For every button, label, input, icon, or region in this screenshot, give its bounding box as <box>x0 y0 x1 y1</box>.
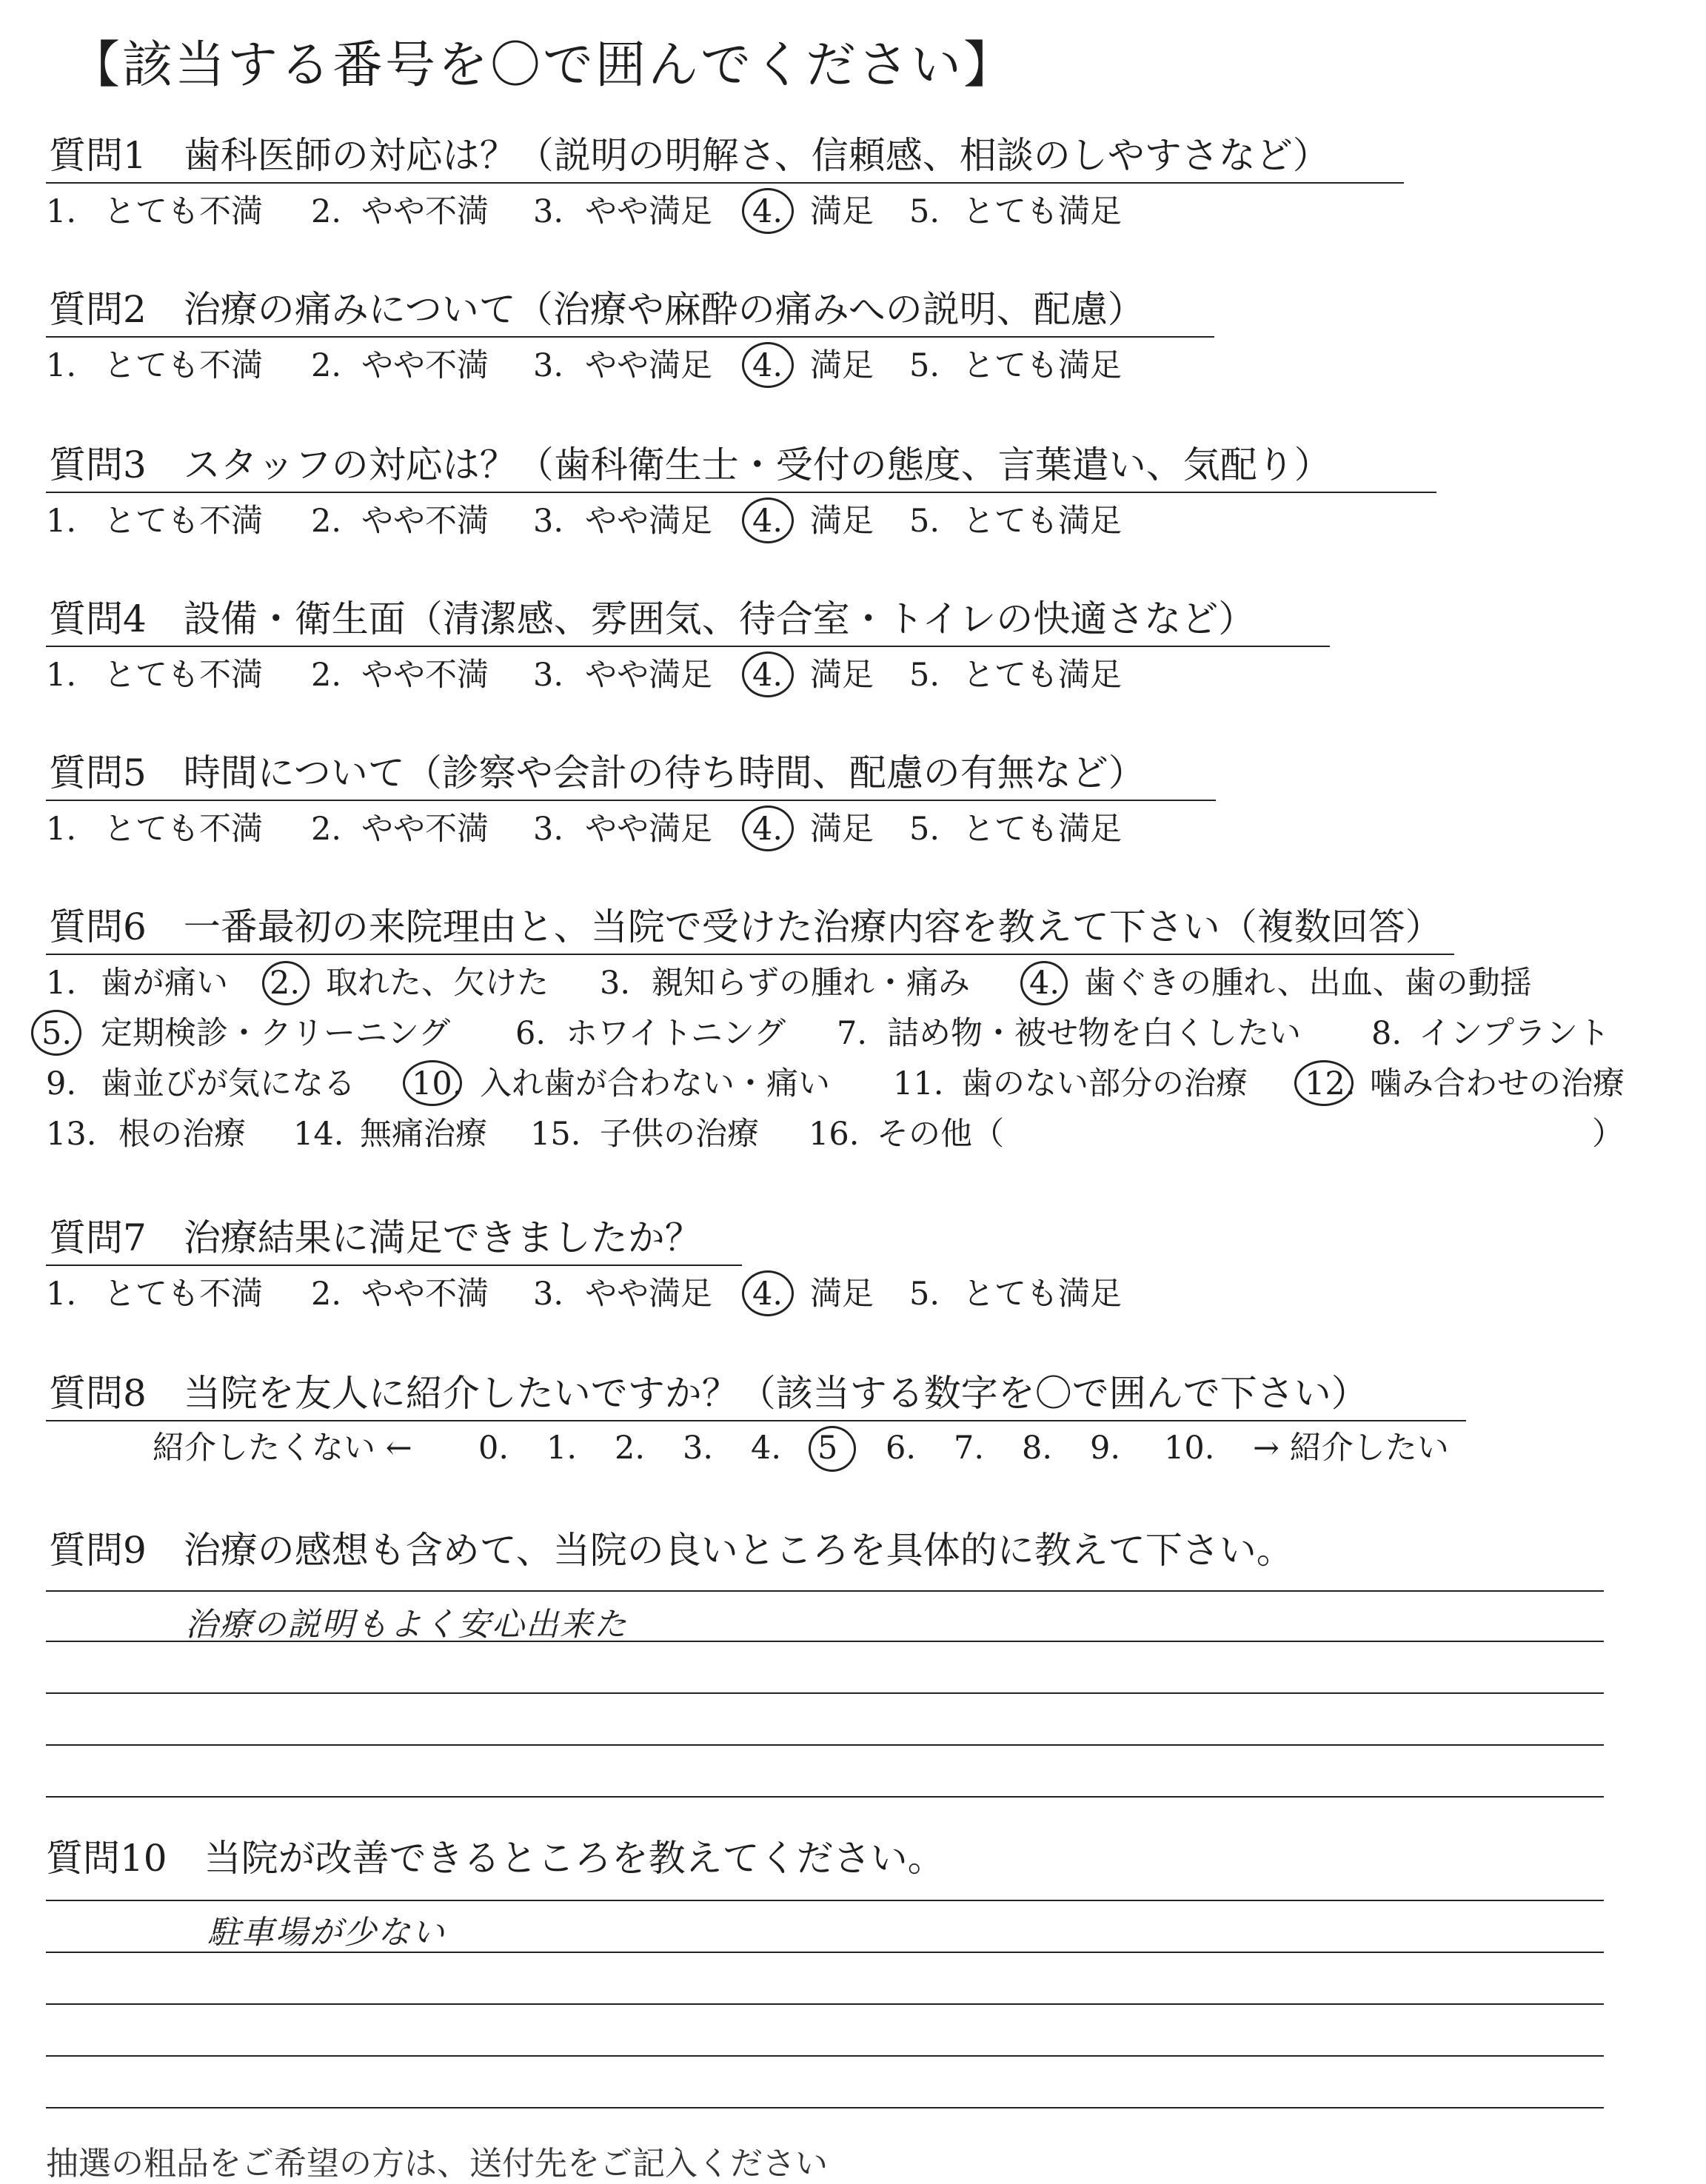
q8-scale-3: 3. <box>683 1430 714 1467</box>
q3-option-3-label: やや満足 <box>585 503 712 540</box>
q4-option-1-num: 1. <box>46 657 77 694</box>
q1-selected-circle <box>742 188 794 234</box>
q4-option-3-num: 3. <box>533 657 564 694</box>
footer-note: 抽選の粗品をご希望の方は、送付先をご記入ください <box>46 2145 828 2183</box>
q5-selected-circle <box>742 805 794 851</box>
q8-scale-1: 1. <box>546 1430 578 1467</box>
q7-option-2-label: やや不満 <box>361 1276 489 1313</box>
q5-option-2-label: やや不満 <box>361 811 489 848</box>
q10-rule-1 <box>46 1900 1604 1901</box>
q6-opt-7-label: 詰め物・被せ物を白くしたい <box>887 1015 1301 1052</box>
q1-option-3-num: 3. <box>533 193 564 230</box>
q6-opt-8-num: 8. <box>1371 1015 1402 1052</box>
q3-option-1-num: 1. <box>46 503 77 540</box>
q6-opt-12-num: 12. <box>1305 1065 1356 1102</box>
q8-scale-0: 0. <box>478 1430 509 1467</box>
q7-option-5-label: とても満足 <box>963 1276 1122 1313</box>
q6-circle-10 <box>403 1060 462 1106</box>
q6-circle-5 <box>31 1010 81 1056</box>
q7-option-4-label: 満足 <box>810 1276 874 1313</box>
q5-title: 質問5 時間について（診察や会計の待ち時間、配慮の有無など） <box>49 751 1145 794</box>
q1-option-4-num: 4. <box>752 193 783 230</box>
q9-rule-2 <box>46 1641 1604 1642</box>
q1-option-5-num: 5. <box>909 193 940 230</box>
q3-option-3-num: 3. <box>533 503 564 540</box>
q6-opt-9-num: 9. <box>46 1065 77 1102</box>
q10-handwritten-answer: 駐車場が少ない <box>207 1914 446 1952</box>
q3-option-4-label: 満足 <box>810 503 874 540</box>
q8-scale-9: 9. <box>1090 1430 1121 1467</box>
q2-option-2-label: やや不満 <box>361 347 489 384</box>
q4-option-2-label: やや不満 <box>361 657 489 694</box>
q2-option-5-label: とても満足 <box>963 347 1122 384</box>
q3-underline <box>46 492 1436 493</box>
q7-underline <box>46 1264 742 1266</box>
q5-option-2-num: 2. <box>311 811 342 848</box>
q6-circle-4 <box>1020 961 1068 1005</box>
q6-opt-3-num: 3. <box>600 965 631 1002</box>
q2-underline <box>46 336 1214 338</box>
q6-opt-5-label: 定期検診・クリーニング <box>101 1015 451 1052</box>
q7-option-3-label: やや満足 <box>585 1276 712 1313</box>
q10-rule-5 <box>46 2107 1604 2108</box>
q5-option-4-num: 4. <box>752 811 783 848</box>
q6-opt-11-num: 11. <box>893 1065 944 1102</box>
q3-selected-circle <box>742 498 794 543</box>
q6-opt-14-label: 無痛治療 <box>360 1116 487 1153</box>
q8-scale-7: 7. <box>954 1430 985 1467</box>
q10-rule-4 <box>46 2055 1604 2057</box>
q2-title: 質問2 治療の痛みについて（治療や麻酔の痛みへの説明、配慮） <box>49 288 1145 331</box>
q7-selected-circle <box>742 1270 794 1316</box>
q5-option-4-label: 満足 <box>810 811 874 848</box>
q6-opt-11-label: 歯のない部分の治療 <box>961 1065 1248 1102</box>
q4-option-4-num: 4. <box>752 657 783 694</box>
q1-underline <box>46 182 1404 184</box>
q8-left-label: 紹介したくない ← <box>153 1430 412 1467</box>
q6-opt-10-num: 10. <box>412 1065 463 1102</box>
q5-underline <box>46 800 1216 801</box>
q7-option-1-label: とても不満 <box>104 1276 263 1313</box>
q4-selected-circle <box>742 651 794 697</box>
q1-option-2-label: やや不満 <box>361 193 489 230</box>
q6-opt-16-label: その他（ <box>877 1116 1004 1153</box>
q9-handwritten-answer: 治療の説明もよく安心出来た <box>185 1606 628 1644</box>
q2-option-4-label: 満足 <box>810 347 874 384</box>
q5-option-5-label: とても満足 <box>963 811 1122 848</box>
q2-option-2-num: 2. <box>311 347 342 384</box>
q4-title: 質問4 設備・衛生面（清潔感、雰囲気、待合室・トイレの快適さなど） <box>49 597 1256 640</box>
q4-option-3-label: やや満足 <box>585 657 712 694</box>
q6-opt-2-label: 取れた、欠けた <box>326 965 549 1002</box>
q8-circle-5 <box>809 1426 856 1472</box>
page-title: 【該当する番号を〇で囲んでください】 <box>70 36 1017 95</box>
q3-option-2-label: やや不満 <box>361 503 489 540</box>
q4-option-1-label: とても不満 <box>104 657 263 694</box>
q5-option-1-label: とても不満 <box>104 811 263 848</box>
q4-option-5-num: 5. <box>909 657 940 694</box>
q6-opt-4-num: 4. <box>1029 965 1060 1002</box>
q6-opt-10-label: 入れ歯が合わない・痛い <box>480 1065 830 1102</box>
q8-scale-6: 6. <box>886 1430 917 1467</box>
q7-option-2-num: 2. <box>311 1276 342 1313</box>
q1-title: 質問1 歯科医師の対応は？（説明の明解さ、信頼感、相談のしやすさなど） <box>49 134 1330 177</box>
q6-opt-3-label: 親知らずの腫れ・痛み <box>652 965 970 1002</box>
q9-rule-3 <box>46 1692 1604 1694</box>
q6-opt-7-num: 7. <box>837 1015 868 1052</box>
q6-opt-2-num: 2. <box>270 965 301 1002</box>
q6-opt-13-num: 13. <box>46 1116 97 1153</box>
q7-option-5-num: 5. <box>909 1276 940 1313</box>
q8-underline <box>46 1420 1466 1421</box>
q4-option-2-num: 2. <box>311 657 342 694</box>
q6-opt-15-num: 15. <box>530 1116 581 1153</box>
q4-option-4-label: 満足 <box>810 657 874 694</box>
q4-underline <box>46 646 1330 647</box>
q6-opt-5-num: 5. <box>41 1015 73 1052</box>
q3-title: 質問3 スタッフの対応は？（歯科衛生士・受付の態度、言葉遣い、気配り） <box>49 443 1331 486</box>
q2-option-1-num: 1. <box>46 347 77 384</box>
q6-opt-15-label: 子供の治療 <box>600 1116 759 1153</box>
q9-title: 質問9 治療の感想も含めて、当院の良いところを具体的に教えて下さい。 <box>49 1529 1294 1572</box>
q6-opt-1-num: 1. <box>46 965 77 1002</box>
q6-opt-1-label: 歯が痛い <box>101 965 228 1002</box>
q6-circle-2 <box>262 961 310 1005</box>
q3-option-5-num: 5. <box>909 503 940 540</box>
q2-option-3-num: 3. <box>533 347 564 384</box>
q3-option-1-label: とても不満 <box>104 503 263 540</box>
q10-rule-2 <box>46 1952 1604 1953</box>
q7-option-3-num: 3. <box>533 1276 564 1313</box>
q5-option-3-num: 3. <box>533 811 564 848</box>
q6-opt-16-num: 16. <box>809 1116 860 1153</box>
q6-opt-6-num: 6. <box>515 1015 546 1052</box>
q1-option-3-label: やや満足 <box>585 193 712 230</box>
q2-selected-circle <box>742 342 794 388</box>
q1-option-4-label: 満足 <box>810 193 874 230</box>
q8-scale-2: 2. <box>615 1430 646 1467</box>
q4-option-5-label: とても満足 <box>963 657 1122 694</box>
q5-option-5-num: 5. <box>909 811 940 848</box>
q3-option-5-label: とても満足 <box>963 503 1122 540</box>
q10-title: 質問10 当院が改善できるところを教えてください。 <box>46 1837 945 1880</box>
q6-underline <box>46 954 1454 955</box>
q8-scale-4: 4. <box>751 1430 782 1467</box>
q1-option-1-num: 1. <box>46 193 77 230</box>
q8-title: 質問8 当院を友人に紹介したいですか？（該当する数字を〇で囲んで下さい） <box>49 1372 1368 1415</box>
q6-opt-4-label: 歯ぐきの腫れ、出血、歯の動揺 <box>1084 965 1532 1002</box>
q3-option-2-num: 2. <box>311 503 342 540</box>
q5-option-1-num: 1. <box>46 811 77 848</box>
q7-option-4-num: 4. <box>752 1276 783 1313</box>
q2-option-3-label: やや満足 <box>585 347 712 384</box>
q6-circle-12 <box>1294 1060 1354 1106</box>
q1-option-2-num: 2. <box>311 193 342 230</box>
q10-rule-3 <box>46 2003 1604 2005</box>
q2-option-4-num: 4. <box>752 347 783 384</box>
q1-option-1-label: とても不満 <box>104 193 263 230</box>
q8-scale-8: 8. <box>1022 1430 1053 1467</box>
q2-option-5-num: 5. <box>909 347 940 384</box>
q8-scale-10: 10. <box>1164 1430 1215 1467</box>
q3-option-4-num: 4. <box>752 503 783 540</box>
q7-title: 質問7 治療結果に満足できましたか？ <box>49 1216 702 1259</box>
q9-rule-1 <box>46 1590 1604 1592</box>
q8-scale-5: 5 <box>817 1430 838 1467</box>
q6-opt-9-label: 歯並びが気になる <box>101 1065 355 1102</box>
q1-option-5-label: とても満足 <box>963 193 1122 230</box>
q6-opt-13-label: 根の治療 <box>118 1116 246 1153</box>
q6-title: 質問6 一番最初の来院理由と、当院で受けた治療内容を教えて下さい（複数回答） <box>49 905 1442 948</box>
q2-option-1-label: とても不満 <box>104 347 263 384</box>
q8-right-label: → 紹介したい <box>1253 1430 1449 1467</box>
q9-rule-5 <box>46 1796 1604 1798</box>
q6-opt-6-label: ホワイトニング <box>566 1015 786 1052</box>
q9-rule-4 <box>46 1744 1604 1746</box>
q6-opt-14-num: 14. <box>293 1116 344 1153</box>
q6-opt-12-label: 噛み合わせの治療 <box>1370 1065 1625 1102</box>
q5-option-3-label: やや満足 <box>585 811 712 848</box>
q6-opt-16-close: ） <box>1592 1116 1624 1153</box>
q7-option-1-num: 1. <box>46 1276 77 1313</box>
q6-opt-8-label: インプラント <box>1419 1015 1610 1052</box>
